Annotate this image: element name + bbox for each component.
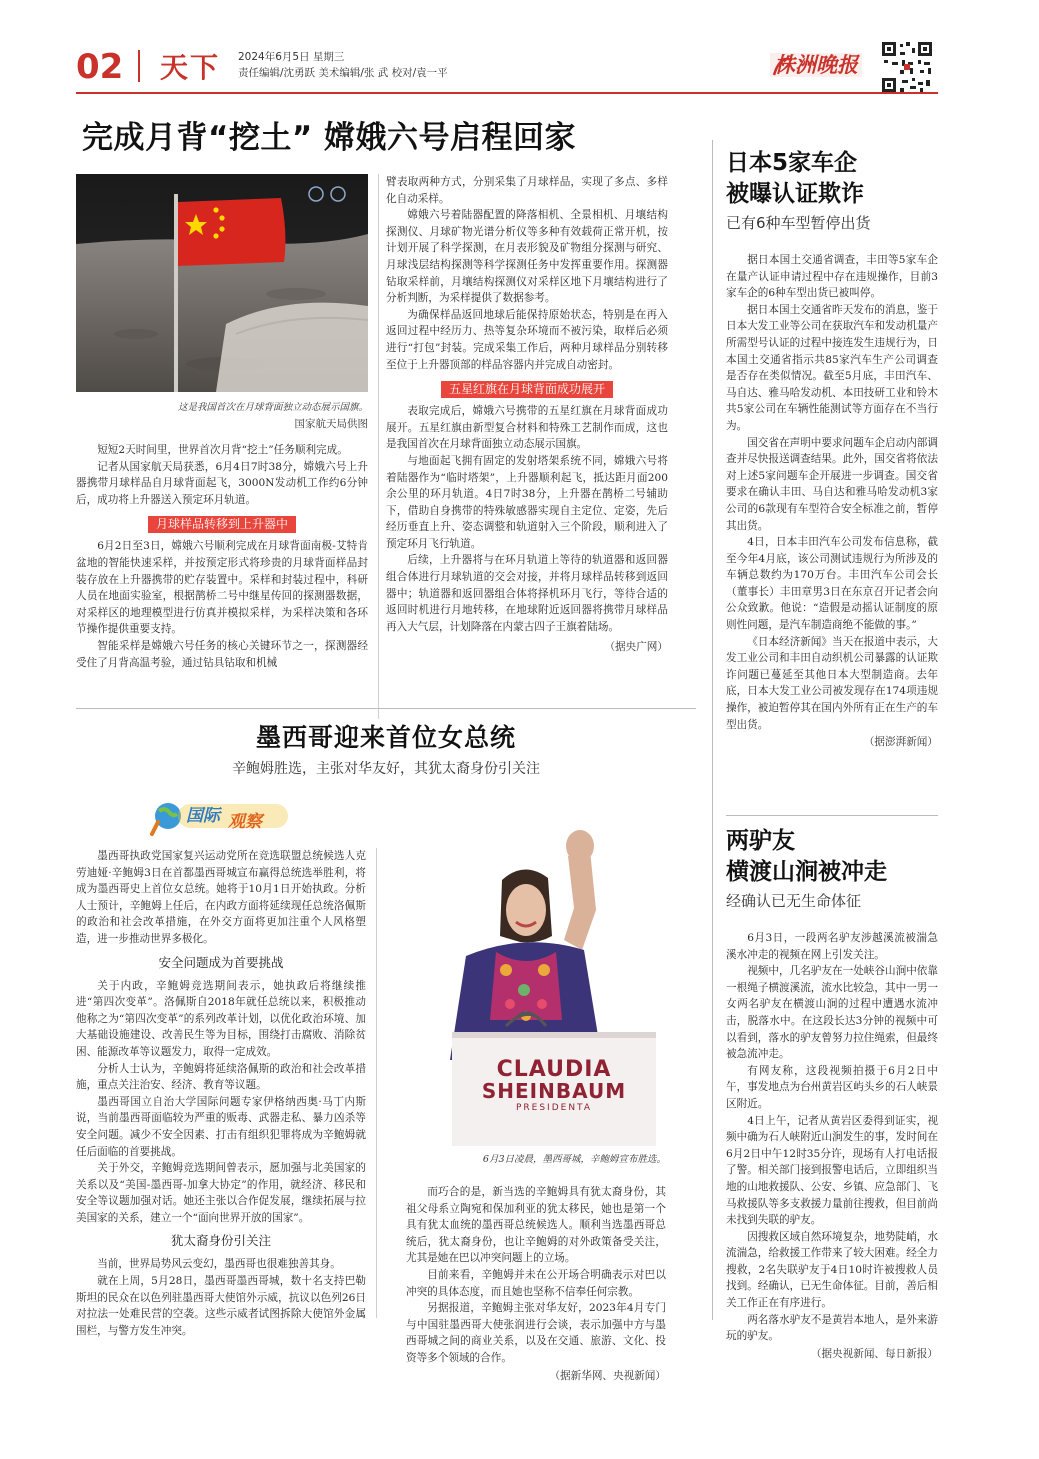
- mexico-section-jewish: 犹太裔身份引关注: [170, 1233, 271, 1249]
- issue-date: 2024年6月5日 星期三: [238, 51, 345, 63]
- header-divider: [138, 50, 140, 82]
- mexico-sec2-para-1: 当前，世界局势风云变幻，墨西哥也很难独善其身。: [97, 1258, 341, 1271]
- page-column-divider: [712, 140, 713, 1320]
- story-change6: [76, 108, 696, 720]
- col2-para-2: 嫦娥六号着陆器配置的降落相机、全景相机、月壤结构探测仪、月球矿物光谱分析仪等多种有效载荷正常开机，按计划开展了科学探测，在月表形貌及矿物组分探测与研究、月球浅层结构探测等科学探测任务中发挥重要作用。探测器钻取采样前，月壤结构探测仪对采样区地下月壤结构进行了分析判断，为采样提供了数据参考。: [386, 209, 668, 305]
- japan-para-1: 据日本国土交通省调查，丰田等5家车企在量产认证申请过程中存在违规操作，目前3家车企的6种车型出货已被叫停。: [726, 254, 938, 300]
- sheinbaum-caption: 6月3日凌晨，墨西哥城，辛鲍姆宣布胜选。: [482, 1154, 666, 1165]
- mexico-right-para-1: 而巧合的是，新当选的辛鲍姆具有犹太裔身份，其祖父母系立陶宛和保加利亚的犹太移民，她也是第一个具有犹太血统的墨西哥总统候选人。顺利当选墨西哥总统后，犹太裔身份，也让辛鲍姆的对外政策备受关注，尤其是她在巴以冲突问题上的立场。: [406, 1186, 666, 1265]
- intro-para-1: 短短2天时间里，世界首次月背“挖土”任务顺利完成。: [97, 444, 348, 456]
- hikers-para-4: 4日上午，记者从黄岩区委得到证实，视频中确为石人峡附近山涧发生的事，发时间在6月2日中午12时35分许，现场有人打电话报了警。相关部门接到报警电话后，立即组织当地的山地救援队、公安、乡镇、应急部门、飞马救援队等多支救援力量前往搜救，但目前尚未找到失联的驴友。: [726, 1114, 938, 1227]
- logo-text-obs: 观察: [228, 812, 262, 832]
- section-name: 天下: [160, 51, 221, 84]
- col2-para-6: 后续，上升器将与在环月轨道上等待的轨道器和返回器组合体进行月球轨道的交会对接，并将月球样品转移到返回器中；轨道器和返回器组合体将择机环月飞行，等待合适的返回时机进行月地转移，在地球附近返回器将携带月球样品再入大气层，计划降落在内蒙古四子王旗着陆场。: [386, 554, 668, 633]
- mexico-right-para-2: 目前来看，辛鲍姆并未在公开场合明确表示对巴以冲突的具体态度，而且她也坚称不信奉任何宗教。: [406, 1268, 666, 1298]
- story1-source: （据央广网）: [604, 641, 668, 654]
- japan-para-5: 《日本经济新闻》当天在报道中表示，大发工业公司和丰田自动织机公司暴露的认证欺诈问题已蔓延至其他日本大型制造商。去年底，日本大发工业公司被发现存在174项违规操作，被迫暂停其在国内外所有正在生产的车型出货。: [726, 635, 938, 731]
- mexico-source: （据新华网、央视新闻）: [549, 1369, 666, 1382]
- mexico-subheadline: 辛鲍姆胜选，主张对华友好，其犹太裔身份引关注: [232, 761, 540, 777]
- col1-para-1: 6月2日至3日，嫦娥六号顺利完成在月球背面南极-艾特肯盆地的智能快速采样，并按预定形式将珍贵的月球背面样品封装存放在上升器携带的贮存装置中。采样和封装过程中，科研人员在地面实验室，根据鹊桥二号中继星传回的探测器数据，对采样区的地理模型进行仿真并模拟采样，为采样决策和各环节操作提供重要支持。: [76, 540, 368, 636]
- japan-para-2: 据日本国土交通省昨天发布的消息，鉴于日本大发工业等公司在获取汽车和发动机量产所需型号认证的过程中接连发生违规行为，日本国土交通省指示共85家汽车生产公司调查是否存在类似情况。截至5月底，丰田汽车、马自达、雅马哈发动机、本田技研工业和铃木共5家公司在车辆性能测试等方面存在不当行为。: [726, 303, 938, 432]
- change6-col2: [386, 174, 668, 656]
- subhead-samples: 月球样品转移到上升器中: [148, 516, 296, 533]
- japan-subheadline: 已有6种车型暂停出货: [726, 214, 871, 232]
- subhead-flag-wrap: [386, 378, 668, 398]
- hikers-para-5: 因搜救区域自然环境复杂，地势陡峭，水流湍急，给救援工作带来了较大困难。经全力搜救，2名失联驴友于4日10时许被搜救人员找到。经确认，已无生命体征。目前，善后相关工作正在有序进行。: [726, 1230, 938, 1310]
- logo-text-intl: 国际: [186, 806, 220, 826]
- story-change6-headline: 完成月背“挖土” 嫦娥六号启程回家: [82, 120, 577, 156]
- hikers-para-2: 视频中，几名驴友在一处峡谷山涧中依靠一根绳子横渡溪流，流水比较急，其中一男一女两名驴友在横渡山涧的过程中遭遇水流冲击，脱落水中。在这段长达3分钟的视频中可以看到，落水的驴友曾努力拉住绳索，但最终被急流冲走。: [726, 965, 938, 1061]
- podium-name-2: SHEINBAUM: [481, 1079, 627, 1103]
- paper-logo: [770, 50, 862, 80]
- col1-para-2: 智能采样是嫦娥六号任务的核心关键环节之一，探测器经受住了月背高温考验，通过钻具钻取和机械: [76, 639, 368, 669]
- sheinbaum-photo: [406, 820, 666, 1146]
- mexico-col1: [76, 848, 366, 1339]
- moon-flag-credit: 国家航天局供图: [294, 418, 368, 430]
- hikers-headline: 两驴友 横渡山涧被冲走: [726, 828, 887, 885]
- mexico-sec1-para-2: 分析人士认为，辛鲍姆将延续洛佩斯的政治和社会改革措施，重点关注治安、经济、教育等议题。: [76, 1062, 366, 1092]
- story1-col-divider: [378, 174, 379, 719]
- mexico-sec1-para-4: 关于外交，辛鲍姆竞选期间曾表示，愿加强与北美国家的关系以及“美国-墨西哥-加拿大协定”的作用，就经济、移民和安全等议题加强对话。她还主张以合作促发展，继续拓展与拉美国家的关系，建立一个“面向世界开放的国家”。: [76, 1162, 366, 1224]
- story-japan-cars: [726, 148, 938, 751]
- hikers-para-6: 两名落水驴友不是黄岩本地人，是外来游玩的驴友。: [726, 1313, 938, 1343]
- page-header: [0, 0, 1039, 100]
- col2-para-3: 为确保样品返回地球后能保持原始状态，特别是在再入返回过程中经历力、热等复杂环境而不被污染，取样后必须进行“打包”封装。完成采集工作后，两种月球样品分别转移至位于上升器顶部的样品容器内并完成自动密封。: [386, 308, 668, 371]
- page-number: 02: [76, 47, 124, 87]
- hikers-para-3: 有网友称，这段视频拍摄于6月2日中午，事发地点为台州黄岩区屿头乡的石人峡景区附近。: [726, 1064, 938, 1110]
- hikers-para-1: 6月3日，一段两名驴友涉越溪流被湍急溪水冲走的视频在网上引发关注。: [726, 932, 938, 961]
- qr-code: [880, 40, 934, 94]
- japan-para-4: 4日，日本丰田汽车公司发布信息称，截至今年4月底，该公司测试违规行为所涉及的车辆总数约为170万台。丰田汽车公司会长（董事长）丰田章男3日在东京召开记者会向公众致歉。他说：“造假是动摇认证制度的原则性问题，是汽车制造商绝不能做的事。”: [726, 536, 938, 632]
- mexico-sec2-para-2: 就在上周，5月28日，墨西哥墨西哥城，数十名支持巴勒斯坦的民众在以色列驻墨西哥大使馆外示威，抗议以色列26日对拉法一处难民营的空袭。这些示威者试图拆除大使馆外金属围栏，与警方发生冲突。: [76, 1275, 366, 1337]
- change6-col1: [76, 442, 368, 671]
- right-story-divider: [726, 815, 938, 816]
- intl-observation-logo: [150, 796, 290, 840]
- mexico-section-security: 安全问题成为首要挑战: [158, 954, 284, 970]
- col2-para-4: 表取完成后，嫦娥六号携带的五星红旗在月球背面成功展开。五星红旗由新型复合材料和特殊工艺制作而成，这也是我国首次在月球背面独立动态展示国旗。: [386, 405, 668, 451]
- moon-flag-caption: 这是我国首次在月球背面独立动态展示国旗。: [177, 402, 368, 413]
- subhead-samples-wrap: [76, 513, 368, 533]
- story-hikers: [726, 826, 938, 1363]
- japan-source: （据澎湃新闻）: [863, 736, 938, 749]
- mexico-right-para-3: 另据报道，辛鲍姆主张对华友好，2023年4月专门与中国驻墨西哥大使张润进行会谈，表示加强中方与墨西哥城之间的商业关系，以及在交通、旅游、文化、投资等多个领域的合作。: [406, 1302, 666, 1364]
- podium-name-1: CLAUDIA: [496, 1057, 612, 1082]
- subhead-flag: 五星红旗在月球背面成功展开: [441, 381, 613, 398]
- editor-credits: 责任编辑/沈勇跃 美术编辑/张 武 校对/袁一平: [238, 67, 448, 79]
- mid-page-divider: [76, 708, 696, 709]
- mexico-sec1-para-3: 墨西哥国立自治大学国际问题专家伊格纳西奥·马丁内斯说，当前墨西哥面临较为严重的贩毒、武器走私、暴力凶杀等安全问题。减少不安全因素、打击有组织犯罪将成为辛鲍姆就任后面临的首要挑战。: [76, 1095, 366, 1158]
- moon-flag-photo: [76, 174, 368, 392]
- podium-role: PRESIDENTA: [515, 1103, 593, 1113]
- intro-para-2: 记者从国家航天局获悉，6月4日7时38分，嫦娥六号上升器携带月球样品自月球背面起飞，3000N发动机工作约6分钟后，成功将上升器送入预定环月轨道。: [76, 460, 368, 506]
- mexico-headline: 墨西哥迎来首位女总统: [255, 723, 516, 752]
- japan-para-3: 国交省在声明中要求问题车企启动内部调查并尽快报送调查结果。此外，国交省将依法对上述5家问题车企开展进一步调查。国交省要求在确认丰田、马自达和雅马哈发动机3家公司的6款现有车型符合安全标准之前，暂停其出货。: [726, 436, 938, 532]
- col2-para-1: 臂表取两种方式，分别采集了月球样品，实现了多点、多样化自动采样。: [386, 176, 668, 205]
- header-rule: [76, 92, 938, 94]
- story4-col-divider: [376, 848, 377, 1318]
- mexico-intro: 墨西哥执政党国家复兴运动党所在竞选联盟总统候选人克劳迪娅·辛鲍姆3日在首都墨西哥城宣布赢得总统选举胜利，将成为墨西哥史上首位女总统。她将于10月1日开始执政。分析人士预计，辛鲍姆上任后，在内政方面将延续现任总统洛佩斯的政治和社会改革措施，在外交方面将更加注重个人风格塑造，进一步推动世界多极化。: [76, 850, 366, 945]
- japan-headline: 日本5家车企 被曝认证欺诈: [726, 150, 864, 207]
- col2-para-5: 与地面起飞拥有固定的发射塔架系统不同，嫦娥六号将着陆器作为“临时塔架”，上升器顺利起飞，抵达距月面200余公里的环月轨道。4日7时38分，上升器在鹊桥二号辅助下，借助自身携带的特殊敏感器实现自主定位、定姿，先后经历垂直上升、姿态调整和轨道射入三个阶段，顺利进入了预定环月飞行轨道。: [386, 454, 668, 550]
- mexico-sec1-para-1: 关于内政，辛鲍姆竞选期间表示，她执政后将继续推进“第四次变革”。洛佩斯自2018年就任总统以来，积极推动他称之为“第四次变革”的系列改革计划，以优化政治环境、加大基础设施建设、改善民生等为目标，围绕打击腐败、消除贫困、能源改革等议题发力，取得一定成效。: [76, 979, 366, 1058]
- story-mexico: [76, 718, 696, 1382]
- hikers-subheadline: 经确认已无生命体征: [726, 892, 862, 910]
- paper-name: 株洲晚报: [774, 52, 858, 77]
- mexico-col2: [406, 1184, 666, 1385]
- hikers-source: （据央视新闻、每日新报）: [810, 1347, 938, 1360]
- globe-icon: [150, 796, 290, 840]
